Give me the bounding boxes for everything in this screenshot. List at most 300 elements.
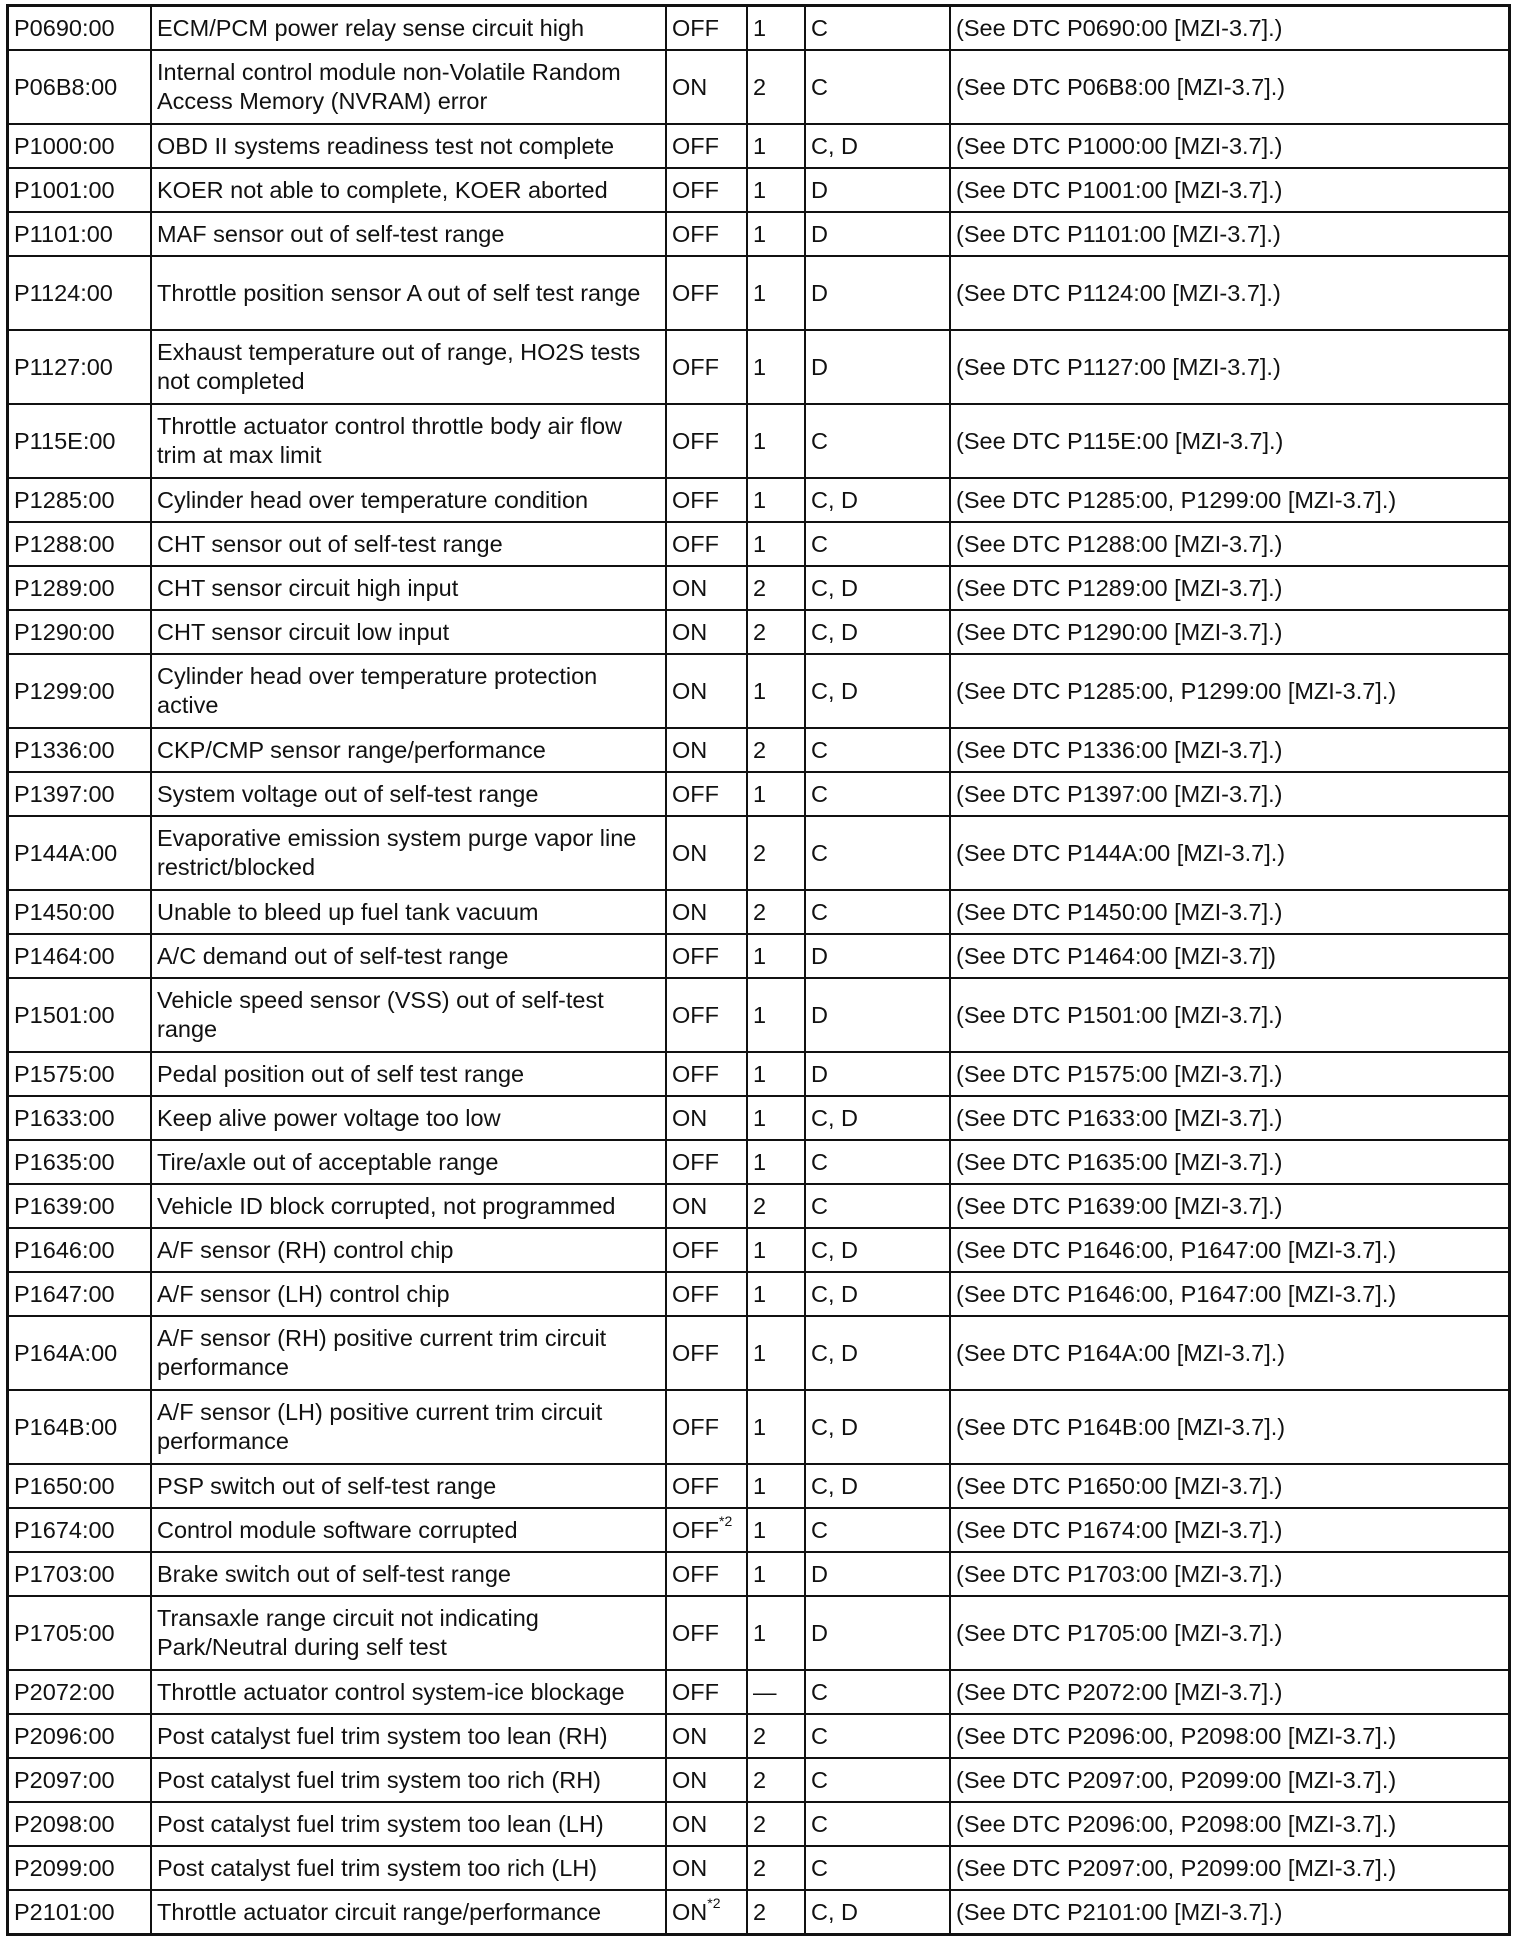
table-row bbox=[8, 1508, 1510, 1552]
mil-status-value: ON bbox=[672, 677, 708, 704]
monitor-item-cell: D bbox=[805, 1596, 950, 1670]
dtc-code-cell: P1124:00 bbox=[8, 256, 152, 330]
drive-cycle-cell: 1 bbox=[747, 772, 805, 816]
monitor-item-cell: D bbox=[805, 1552, 950, 1596]
mil-status-cell bbox=[666, 478, 747, 522]
reference-cell: (See DTC P1705:00 [MZI-3.7].) bbox=[950, 1596, 1510, 1670]
mil-status-value: OFF bbox=[672, 220, 719, 247]
mil-status-value: ON bbox=[672, 839, 708, 866]
reference-cell: (See DTC P1289:00 [MZI-3.7].) bbox=[950, 566, 1510, 610]
drive-cycle-cell: 2 bbox=[747, 50, 805, 124]
dtc-code-cell: P1397:00 bbox=[8, 772, 152, 816]
dtc-code-cell: P2098:00 bbox=[8, 1802, 152, 1846]
mil-status-cell bbox=[666, 212, 747, 256]
mil-status-cell bbox=[666, 1890, 747, 1935]
dtc-description-cell: CHT sensor circuit high input bbox=[151, 566, 666, 610]
dtc-table bbox=[6, 4, 1511, 1936]
reference-cell: (See DTC P1000:00 [MZI-3.7].) bbox=[950, 124, 1510, 168]
drive-cycle-cell: 2 bbox=[747, 1758, 805, 1802]
table-row bbox=[8, 212, 1510, 256]
monitor-item-cell: C bbox=[805, 1140, 950, 1184]
monitor-item-cell: C bbox=[805, 1184, 950, 1228]
table-row bbox=[8, 1096, 1510, 1140]
mil-status-value: ON bbox=[672, 1898, 708, 1925]
table-row bbox=[8, 890, 1510, 934]
monitor-item-cell: C bbox=[805, 816, 950, 890]
dtc-description-cell: Exhaust temperature out of range, HO2S tests not completed bbox=[151, 330, 666, 404]
table-row bbox=[8, 124, 1510, 168]
table-row bbox=[8, 1228, 1510, 1272]
reference-cell: (See DTC P1124:00 [MZI-3.7].) bbox=[950, 256, 1510, 330]
dtc-code-cell: P1101:00 bbox=[8, 212, 152, 256]
mil-status-cell bbox=[666, 1272, 747, 1316]
monitor-item-cell: D bbox=[805, 330, 950, 404]
monitor-item-cell: C bbox=[805, 1846, 950, 1890]
drive-cycle-cell: 1 bbox=[747, 1228, 805, 1272]
mil-status-cell bbox=[666, 124, 747, 168]
monitor-item-cell: D bbox=[805, 1052, 950, 1096]
mil-status-value: OFF bbox=[672, 176, 719, 203]
mil-status-value: ON bbox=[672, 736, 708, 763]
dtc-description-cell: Brake switch out of self-test range bbox=[151, 1552, 666, 1596]
drive-cycle-cell: 2 bbox=[747, 566, 805, 610]
table-row bbox=[8, 728, 1510, 772]
drive-cycle-cell: 1 bbox=[747, 1390, 805, 1464]
mil-status-cell bbox=[666, 728, 747, 772]
mil-status-value: OFF bbox=[672, 1148, 719, 1175]
mil-status-value: OFF bbox=[672, 353, 719, 380]
reference-cell: (See DTC P1397:00 [MZI-3.7].) bbox=[950, 772, 1510, 816]
mil-status-cell bbox=[666, 1096, 747, 1140]
dtc-description-cell: CHT sensor circuit low input bbox=[151, 610, 666, 654]
dtc-description-cell: KOER not able to complete, KOER aborted bbox=[151, 168, 666, 212]
reference-cell: (See DTC P1633:00 [MZI-3.7].) bbox=[950, 1096, 1510, 1140]
monitor-item-cell: D bbox=[805, 978, 950, 1052]
monitor-item-cell: D bbox=[805, 934, 950, 978]
mil-status-value: OFF bbox=[672, 1280, 719, 1307]
table-row bbox=[8, 1052, 1510, 1096]
mil-status-value: OFF bbox=[672, 486, 719, 513]
mil-status-cell bbox=[666, 654, 747, 728]
dtc-description-cell: Vehicle speed sensor (VSS) out of self-test range bbox=[151, 978, 666, 1052]
reference-cell: (See DTC P1127:00 [MZI-3.7].) bbox=[950, 330, 1510, 404]
drive-cycle-cell: 1 bbox=[747, 256, 805, 330]
dtc-code-cell: P1299:00 bbox=[8, 654, 152, 728]
dtc-code-cell: P1639:00 bbox=[8, 1184, 152, 1228]
dtc-code-cell: P1633:00 bbox=[8, 1096, 152, 1140]
table-row bbox=[8, 522, 1510, 566]
dtc-description-cell: A/F sensor (RH) positive current trim circuit performance bbox=[151, 1316, 666, 1390]
monitor-item-cell: C bbox=[805, 1758, 950, 1802]
table-row bbox=[8, 1316, 1510, 1390]
mil-status-value: ON bbox=[672, 1854, 708, 1881]
mil-status-value: OFF bbox=[672, 530, 719, 557]
drive-cycle-cell: 1 bbox=[747, 124, 805, 168]
table-row bbox=[8, 330, 1510, 404]
drive-cycle-cell: 2 bbox=[747, 1802, 805, 1846]
dtc-code-cell: P164B:00 bbox=[8, 1390, 152, 1464]
table-row bbox=[8, 404, 1510, 478]
dtc-description-cell: Keep alive power voltage too low bbox=[151, 1096, 666, 1140]
drive-cycle-cell: 2 bbox=[747, 1714, 805, 1758]
reference-cell: (See DTC P1336:00 [MZI-3.7].) bbox=[950, 728, 1510, 772]
reference-cell: (See DTC P115E:00 [MZI-3.7].) bbox=[950, 404, 1510, 478]
monitor-item-cell: D bbox=[805, 256, 950, 330]
reference-cell: (See DTC P1575:00 [MZI-3.7].) bbox=[950, 1052, 1510, 1096]
mil-status-value: ON bbox=[672, 1104, 708, 1131]
monitor-item-cell: C, D bbox=[805, 478, 950, 522]
drive-cycle-cell: 1 bbox=[747, 168, 805, 212]
dtc-code-cell: P1647:00 bbox=[8, 1272, 152, 1316]
mil-status-value: ON bbox=[672, 1722, 708, 1749]
reference-cell: (See DTC P1703:00 [MZI-3.7].) bbox=[950, 1552, 1510, 1596]
mil-status-value: OFF bbox=[672, 14, 719, 41]
mil-status-cell bbox=[666, 1228, 747, 1272]
mil-status-cell bbox=[666, 50, 747, 124]
dtc-code-cell: P1127:00 bbox=[8, 330, 152, 404]
reference-cell: (See DTC P1450:00 [MZI-3.7].) bbox=[950, 890, 1510, 934]
drive-cycle-cell: — bbox=[747, 1670, 805, 1714]
monitor-item-cell: C, D bbox=[805, 1272, 950, 1316]
table-row bbox=[8, 168, 1510, 212]
monitor-item-cell: C bbox=[805, 1670, 950, 1714]
reference-cell: (See DTC P2101:00 [MZI-3.7].) bbox=[950, 1890, 1510, 1935]
dtc-description-cell: Post catalyst fuel trim system too rich (LH) bbox=[151, 1846, 666, 1890]
dtc-description-cell: ECM/PCM power relay sense circuit high bbox=[151, 6, 666, 51]
monitor-item-cell: C, D bbox=[805, 1228, 950, 1272]
mil-status-value: OFF bbox=[672, 1339, 719, 1366]
dtc-code-cell: P1635:00 bbox=[8, 1140, 152, 1184]
table-row bbox=[8, 1890, 1510, 1935]
dtc-code-cell: P1288:00 bbox=[8, 522, 152, 566]
reference-cell: (See DTC P2097:00, P2099:00 [MZI-3.7].) bbox=[950, 1846, 1510, 1890]
table-row bbox=[8, 772, 1510, 816]
reference-cell: (See DTC P2096:00, P2098:00 [MZI-3.7].) bbox=[950, 1714, 1510, 1758]
mil-status-value: ON bbox=[672, 1810, 708, 1837]
reference-cell: (See DTC P2097:00, P2099:00 [MZI-3.7].) bbox=[950, 1758, 1510, 1802]
table-row bbox=[8, 1184, 1510, 1228]
dtc-description-cell: OBD II systems readiness test not complete bbox=[151, 124, 666, 168]
drive-cycle-cell: 1 bbox=[747, 934, 805, 978]
drive-cycle-cell: 1 bbox=[747, 1272, 805, 1316]
drive-cycle-cell: 1 bbox=[747, 1140, 805, 1184]
dtc-code-cell: P2101:00 bbox=[8, 1890, 152, 1935]
table-row bbox=[8, 934, 1510, 978]
monitor-item-cell: C bbox=[805, 1802, 950, 1846]
reference-cell: (See DTC P1501:00 [MZI-3.7].) bbox=[950, 978, 1510, 1052]
mil-status-cell bbox=[666, 1184, 747, 1228]
mil-status-value: OFF bbox=[672, 1472, 719, 1499]
mil-status-cell bbox=[666, 1758, 747, 1802]
drive-cycle-cell: 1 bbox=[747, 6, 805, 51]
reference-cell: (See DTC P2096:00, P2098:00 [MZI-3.7].) bbox=[950, 1802, 1510, 1846]
table-row bbox=[8, 978, 1510, 1052]
dtc-description-cell: Vehicle ID block corrupted, not programmed bbox=[151, 1184, 666, 1228]
table-row bbox=[8, 1140, 1510, 1184]
dtc-description-cell: Throttle actuator control system-ice blockage bbox=[151, 1670, 666, 1714]
monitor-item-cell: C bbox=[805, 50, 950, 124]
reference-cell: (See DTC P1288:00 [MZI-3.7].) bbox=[950, 522, 1510, 566]
mil-status-cell bbox=[666, 610, 747, 654]
mil-status-cell bbox=[666, 1670, 747, 1714]
monitor-item-cell: C, D bbox=[805, 124, 950, 168]
mil-status-cell bbox=[666, 1316, 747, 1390]
drive-cycle-cell: 2 bbox=[747, 728, 805, 772]
dtc-description-cell: Transaxle range circuit not indicating Park/Neutral during self test bbox=[151, 1596, 666, 1670]
mil-status-value: OFF bbox=[672, 780, 719, 807]
table-row bbox=[8, 1714, 1510, 1758]
mil-status-cell bbox=[666, 1714, 747, 1758]
mil-status-cell bbox=[666, 934, 747, 978]
dtc-code-cell: P1674:00 bbox=[8, 1508, 152, 1552]
table-row bbox=[8, 1464, 1510, 1508]
monitor-item-cell: C bbox=[805, 1508, 950, 1552]
dtc-description-cell: Post catalyst fuel trim system too rich (RH) bbox=[151, 1758, 666, 1802]
reference-cell: (See DTC P1285:00, P1299:00 [MZI-3.7].) bbox=[950, 654, 1510, 728]
monitor-item-cell: C, D bbox=[805, 654, 950, 728]
mil-status-value: ON bbox=[672, 1766, 708, 1793]
dtc-code-cell: P0690:00 bbox=[8, 6, 152, 51]
reference-cell: (See DTC P1101:00 [MZI-3.7].) bbox=[950, 212, 1510, 256]
dtc-code-cell: P2072:00 bbox=[8, 1670, 152, 1714]
dtc-code-cell: P1703:00 bbox=[8, 1552, 152, 1596]
dtc-code-cell: P1285:00 bbox=[8, 478, 152, 522]
reference-cell: (See DTC P1464:00 [MZI-3.7]) bbox=[950, 934, 1510, 978]
monitor-item-cell: C bbox=[805, 522, 950, 566]
dtc-description-cell: Tire/axle out of acceptable range bbox=[151, 1140, 666, 1184]
drive-cycle-cell: 1 bbox=[747, 978, 805, 1052]
drive-cycle-cell: 2 bbox=[747, 890, 805, 934]
monitor-item-cell: C, D bbox=[805, 1096, 950, 1140]
drive-cycle-cell: 1 bbox=[747, 1596, 805, 1670]
mil-status-cell bbox=[666, 404, 747, 478]
reference-cell: (See DTC P1646:00, P1647:00 [MZI-3.7].) bbox=[950, 1272, 1510, 1316]
monitor-item-cell: D bbox=[805, 168, 950, 212]
monitor-item-cell: C bbox=[805, 890, 950, 934]
reference-cell: (See DTC P0690:00 [MZI-3.7].) bbox=[950, 6, 1510, 51]
table-row bbox=[8, 1846, 1510, 1890]
mil-status-cell bbox=[666, 1596, 747, 1670]
mil-status-cell bbox=[666, 890, 747, 934]
dtc-code-cell: P1575:00 bbox=[8, 1052, 152, 1096]
table-row bbox=[8, 654, 1510, 728]
dtc-code-cell: P1336:00 bbox=[8, 728, 152, 772]
drive-cycle-cell: 1 bbox=[747, 1096, 805, 1140]
mil-status-cell bbox=[666, 772, 747, 816]
monitor-item-cell: D bbox=[805, 212, 950, 256]
mil-status-value: OFF bbox=[672, 279, 719, 306]
dtc-code-cell: P1290:00 bbox=[8, 610, 152, 654]
reference-cell: (See DTC P1285:00, P1299:00 [MZI-3.7].) bbox=[950, 478, 1510, 522]
dtc-description-cell: PSP switch out of self-test range bbox=[151, 1464, 666, 1508]
drive-cycle-cell: 2 bbox=[747, 1184, 805, 1228]
mil-status-value: OFF bbox=[672, 1060, 719, 1087]
drive-cycle-cell: 1 bbox=[747, 1052, 805, 1096]
mil-status-value: ON bbox=[672, 1192, 708, 1219]
dtc-description-cell: Post catalyst fuel trim system too lean (LH) bbox=[151, 1802, 666, 1846]
dtc-code-cell: P1450:00 bbox=[8, 890, 152, 934]
reference-cell: (See DTC P1639:00 [MZI-3.7].) bbox=[950, 1184, 1510, 1228]
mil-status-value: ON bbox=[672, 73, 708, 100]
reference-cell: (See DTC P1290:00 [MZI-3.7].) bbox=[950, 610, 1510, 654]
reference-cell: (See DTC P2072:00 [MZI-3.7].) bbox=[950, 1670, 1510, 1714]
monitor-item-cell: C, D bbox=[805, 1316, 950, 1390]
dtc-description-cell: CKP/CMP sensor range/performance bbox=[151, 728, 666, 772]
mil-status-cell bbox=[666, 978, 747, 1052]
mil-status-value: OFF bbox=[672, 1236, 719, 1263]
table-row bbox=[8, 816, 1510, 890]
dtc-description-cell: Unable to bleed up fuel tank vacuum bbox=[151, 890, 666, 934]
table-row bbox=[8, 6, 1510, 51]
dtc-description-cell: Throttle actuator circuit range/performance bbox=[151, 1890, 666, 1935]
mil-status-cell bbox=[666, 522, 747, 566]
dtc-code-cell: P2096:00 bbox=[8, 1714, 152, 1758]
reference-cell: (See DTC P144A:00 [MZI-3.7].) bbox=[950, 816, 1510, 890]
table-row bbox=[8, 610, 1510, 654]
mil-status-value: OFF bbox=[672, 1516, 719, 1543]
dtc-code-cell: P1464:00 bbox=[8, 934, 152, 978]
dtc-code-cell: P115E:00 bbox=[8, 404, 152, 478]
mil-status-cell bbox=[666, 566, 747, 610]
table-row bbox=[8, 1596, 1510, 1670]
reference-cell: (See DTC P1650:00 [MZI-3.7].) bbox=[950, 1464, 1510, 1508]
drive-cycle-cell: 1 bbox=[747, 330, 805, 404]
dtc-description-cell: Throttle actuator control throttle body air flow trim at max limit bbox=[151, 404, 666, 478]
drive-cycle-cell: 1 bbox=[747, 1316, 805, 1390]
dtc-description-cell: A/F sensor (LH) positive current trim circuit performance bbox=[151, 1390, 666, 1464]
mil-status-value: OFF bbox=[672, 132, 719, 159]
dtc-description-cell: Pedal position out of self test range bbox=[151, 1052, 666, 1096]
table-row bbox=[8, 1758, 1510, 1802]
dtc-description-cell: Throttle position sensor A out of self test range bbox=[151, 256, 666, 330]
dtc-code-cell: P1000:00 bbox=[8, 124, 152, 168]
mil-footnote-marker: *2 bbox=[719, 1512, 733, 1529]
table-row bbox=[8, 256, 1510, 330]
dtc-description-cell: A/C demand out of self-test range bbox=[151, 934, 666, 978]
drive-cycle-cell: 2 bbox=[747, 816, 805, 890]
monitor-item-cell: C, D bbox=[805, 1890, 950, 1935]
monitor-item-cell: C bbox=[805, 728, 950, 772]
dtc-description-cell: CHT sensor out of self-test range bbox=[151, 522, 666, 566]
mil-status-cell bbox=[666, 168, 747, 212]
mil-status-value: ON bbox=[672, 618, 708, 645]
drive-cycle-cell: 1 bbox=[747, 478, 805, 522]
drive-cycle-cell: 2 bbox=[747, 1846, 805, 1890]
dtc-code-cell: P2099:00 bbox=[8, 1846, 152, 1890]
dtc-description-cell: System voltage out of self-test range bbox=[151, 772, 666, 816]
mil-status-value: OFF bbox=[672, 942, 719, 969]
table-row bbox=[8, 1272, 1510, 1316]
table-row bbox=[8, 478, 1510, 522]
mil-status-value: OFF bbox=[672, 1560, 719, 1587]
monitor-item-cell: C, D bbox=[805, 1390, 950, 1464]
monitor-item-cell: C, D bbox=[805, 1464, 950, 1508]
reference-cell: (See DTC P1001:00 [MZI-3.7].) bbox=[950, 168, 1510, 212]
mil-status-value: OFF bbox=[672, 1413, 719, 1440]
mil-status-cell bbox=[666, 1140, 747, 1184]
dtc-description-cell: Cylinder head over temperature protection active bbox=[151, 654, 666, 728]
mil-status-value: OFF bbox=[672, 427, 719, 454]
mil-status-cell bbox=[666, 1508, 747, 1552]
mil-status-cell bbox=[666, 816, 747, 890]
dtc-code-cell: P1289:00 bbox=[8, 566, 152, 610]
monitor-item-cell: C bbox=[805, 6, 950, 51]
mil-status-cell bbox=[666, 1552, 747, 1596]
dtc-code-cell: P1650:00 bbox=[8, 1464, 152, 1508]
dtc-description-cell: Control module software corrupted bbox=[151, 1508, 666, 1552]
dtc-description-cell: Cylinder head over temperature condition bbox=[151, 478, 666, 522]
monitor-item-cell: C, D bbox=[805, 610, 950, 654]
mil-status-cell bbox=[666, 1846, 747, 1890]
table-row bbox=[8, 1670, 1510, 1714]
mil-status-cell bbox=[666, 1802, 747, 1846]
table-row bbox=[8, 50, 1510, 124]
mil-status-value: OFF bbox=[672, 1678, 719, 1705]
reference-cell: (See DTC P164B:00 [MZI-3.7].) bbox=[950, 1390, 1510, 1464]
monitor-item-cell: C, D bbox=[805, 566, 950, 610]
mil-status-value: OFF bbox=[672, 1001, 719, 1028]
dtc-description-cell: A/F sensor (RH) control chip bbox=[151, 1228, 666, 1272]
mil-status-value: ON bbox=[672, 574, 708, 601]
dtc-code-cell: P1001:00 bbox=[8, 168, 152, 212]
monitor-item-cell: C bbox=[805, 404, 950, 478]
dtc-description-cell: Internal control module non-Volatile Random Access Memory (NVRAM) error bbox=[151, 50, 666, 124]
drive-cycle-cell: 1 bbox=[747, 404, 805, 478]
mil-status-value: ON bbox=[672, 898, 708, 925]
dtc-code-cell: P164A:00 bbox=[8, 1316, 152, 1390]
dtc-code-cell: P1705:00 bbox=[8, 1596, 152, 1670]
mil-status-cell bbox=[666, 330, 747, 404]
table-row bbox=[8, 1390, 1510, 1464]
dtc-table-body bbox=[8, 6, 1510, 1935]
drive-cycle-cell: 1 bbox=[747, 654, 805, 728]
table-row bbox=[8, 1552, 1510, 1596]
reference-cell: (See DTC P164A:00 [MZI-3.7].) bbox=[950, 1316, 1510, 1390]
drive-cycle-cell: 1 bbox=[747, 1552, 805, 1596]
reference-cell: (See DTC P1674:00 [MZI-3.7].) bbox=[950, 1508, 1510, 1552]
dtc-description-cell: A/F sensor (LH) control chip bbox=[151, 1272, 666, 1316]
dtc-code-cell: P1646:00 bbox=[8, 1228, 152, 1272]
drive-cycle-cell: 1 bbox=[747, 1464, 805, 1508]
drive-cycle-cell: 2 bbox=[747, 1890, 805, 1935]
mil-status-cell bbox=[666, 6, 747, 51]
drive-cycle-cell: 1 bbox=[747, 1508, 805, 1552]
dtc-code-cell: P2097:00 bbox=[8, 1758, 152, 1802]
reference-cell: (See DTC P1635:00 [MZI-3.7].) bbox=[950, 1140, 1510, 1184]
table-row bbox=[8, 1802, 1510, 1846]
mil-status-cell bbox=[666, 1390, 747, 1464]
mil-status-cell bbox=[666, 1464, 747, 1508]
dtc-code-cell: P06B8:00 bbox=[8, 50, 152, 124]
dtc-code-cell: P1501:00 bbox=[8, 978, 152, 1052]
dtc-description-cell: Evaporative emission system purge vapor line restrict/blocked bbox=[151, 816, 666, 890]
mil-footnote-marker: *2 bbox=[707, 1894, 721, 1911]
monitor-item-cell: C bbox=[805, 1714, 950, 1758]
table-row bbox=[8, 566, 1510, 610]
drive-cycle-cell: 1 bbox=[747, 522, 805, 566]
mil-status-value: OFF bbox=[672, 1619, 719, 1646]
reference-cell: (See DTC P06B8:00 [MZI-3.7].) bbox=[950, 50, 1510, 124]
dtc-description-cell: MAF sensor out of self-test range bbox=[151, 212, 666, 256]
dtc-description-cell: Post catalyst fuel trim system too lean (RH) bbox=[151, 1714, 666, 1758]
mil-status-cell bbox=[666, 256, 747, 330]
drive-cycle-cell: 1 bbox=[747, 212, 805, 256]
mil-status-cell bbox=[666, 1052, 747, 1096]
monitor-item-cell: C bbox=[805, 772, 950, 816]
reference-cell: (See DTC P1646:00, P1647:00 [MZI-3.7].) bbox=[950, 1228, 1510, 1272]
dtc-code-cell: P144A:00 bbox=[8, 816, 152, 890]
drive-cycle-cell: 2 bbox=[747, 610, 805, 654]
